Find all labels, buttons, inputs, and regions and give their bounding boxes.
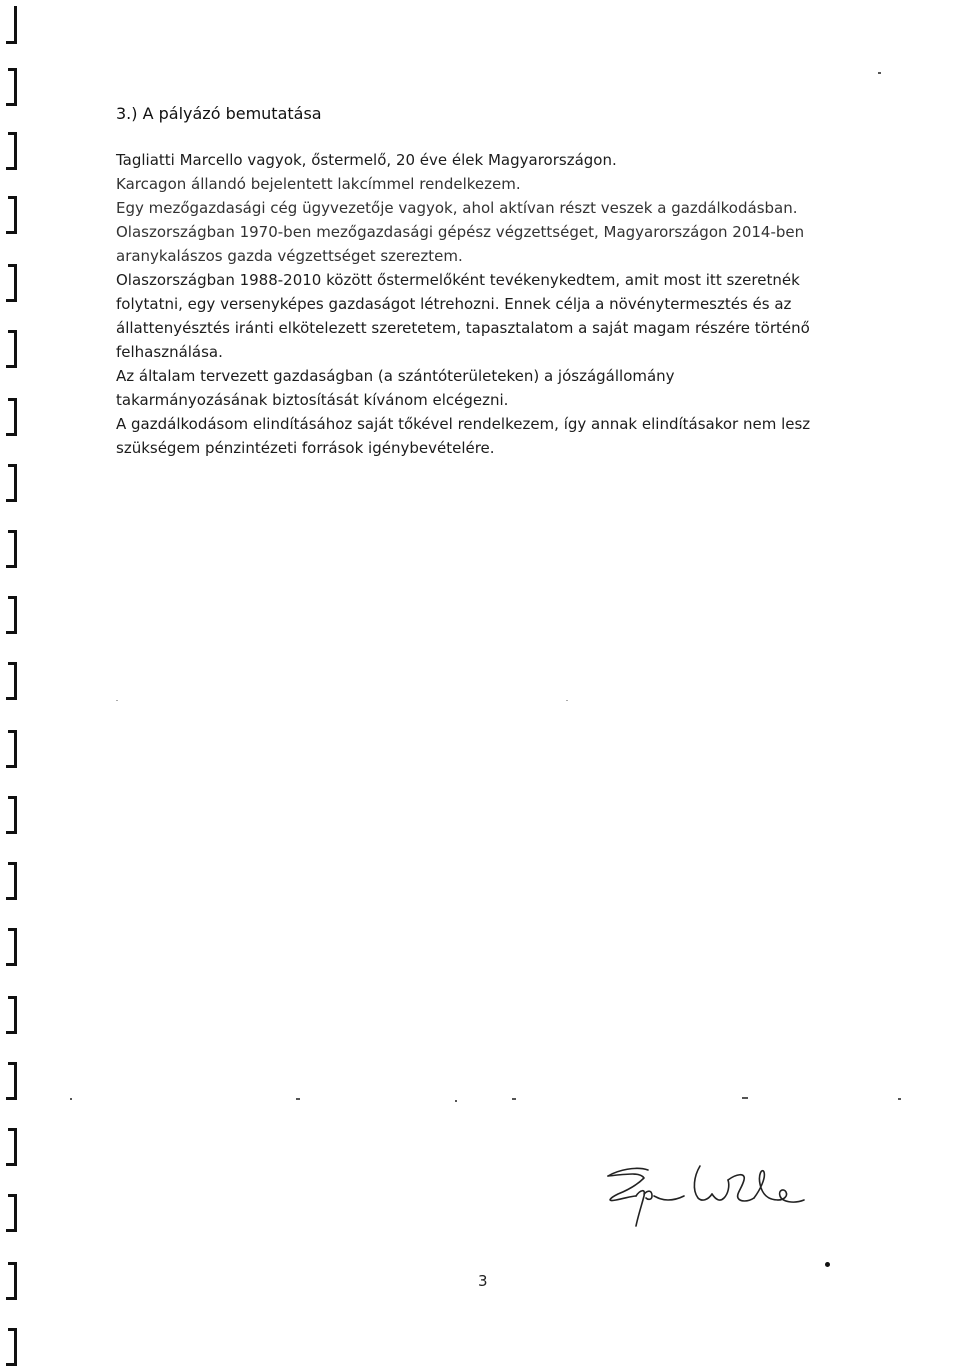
text-line: folytatni, egy versenyképes gazdaságot létrehozni. Ennek célja a növénytermesztés és az <box>116 295 792 313</box>
text-line: A gazdálkodásom elindításához saját tőkével rendelkezem, így annak elindításakor nem lesz <box>116 415 811 433</box>
binder-mark <box>6 196 20 236</box>
binder-mark <box>6 862 20 902</box>
binder-mark <box>6 730 20 770</box>
binder-mark <box>6 1128 20 1168</box>
binder-mark <box>6 596 20 636</box>
ink-dot <box>825 1262 830 1267</box>
binder-mark <box>6 530 20 570</box>
binder-mark <box>6 132 20 172</box>
binder-mark <box>6 1062 20 1102</box>
binder-mark <box>6 1328 20 1368</box>
scan-speck <box>742 1097 748 1099</box>
text-line: aranykalászos gazda végzettséget szereztem. <box>116 247 463 265</box>
binder-mark <box>6 464 20 504</box>
scan-speck <box>512 1098 516 1100</box>
binder-mark <box>6 1194 20 1234</box>
binder-mark <box>6 6 20 46</box>
binder-mark <box>6 928 20 968</box>
binder-mark <box>6 330 20 370</box>
page-number: 3 <box>478 1272 488 1290</box>
text-line: felhasználása. <box>116 343 223 361</box>
text-line: szükségem pénzintézeti források igénybevételére. <box>116 439 495 457</box>
text-line: takarmányozásának biztosítását kívánom elcégezni. <box>116 391 509 409</box>
text-line: Egy mezőgazdasági cég ügyvezetője vagyok, ahol aktívan részt veszek a gazdálkodásban. <box>116 199 798 217</box>
text-line: Olaszországban 1970-ben mezőgazdasági gépész végzettséget, Magyarországon 2014-ben <box>116 223 805 241</box>
binder-mark <box>6 796 20 836</box>
scan-speck <box>116 700 118 701</box>
binder-mark <box>6 996 20 1036</box>
scan-speck <box>296 1098 300 1100</box>
text-line: Karcagon állandó bejelentett lakcímmel rendelkezem. <box>116 175 521 193</box>
section-heading: 3.) A pályázó bemutatása <box>116 104 322 123</box>
binder-mark <box>6 68 20 108</box>
scan-speck <box>70 1098 72 1100</box>
text-line: állattenyésztés iránti elkötelezett szeretetem, tapasztalatom a saját magam részére történő <box>116 319 810 337</box>
binder-mark <box>6 662 20 702</box>
binder-mark <box>6 398 20 438</box>
scan-speck <box>455 1100 457 1102</box>
binder-mark <box>6 264 20 304</box>
scan-speck <box>566 700 568 701</box>
scan-speck <box>878 72 881 74</box>
scan-speck <box>898 1098 901 1100</box>
text-line: Olaszországban 1988-2010 között őstermelőként tevékenykedtem, amit most itt szeretnék <box>116 271 800 289</box>
text-line: Az általam tervezett gazdaságban (a szántóterületeken) a jószágállomány <box>116 367 675 385</box>
handwritten-signature <box>588 1160 828 1240</box>
text-line: Tagliatti Marcello vagyok, őstermelő, 20 éve élek Magyarországon. <box>116 151 617 169</box>
binder-mark <box>6 1262 20 1302</box>
body-text <box>116 148 886 460</box>
